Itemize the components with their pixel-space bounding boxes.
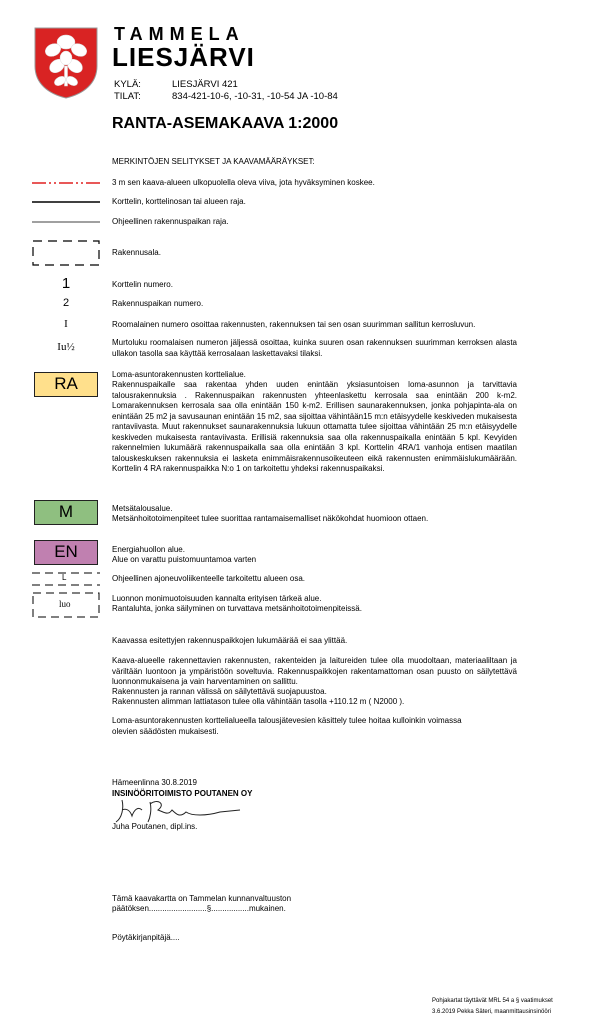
tilat-label: TILAT: [114,91,141,102]
m-zone-title: Metsätalousalue. [112,504,173,513]
roman-numeral-symbol: I [64,318,68,330]
luo-area-text-2: Rantaluhta, jonka säilyminen on turvattava metsänhoitotoimenpiteissä. [112,604,362,613]
plan-title: RANTA-ASEMAKAAVA 1:2000 [112,115,339,132]
legend-block-boundary-text: Korttelin, korttelinosan tai alueen raja. [112,197,246,206]
building-area-symbol [32,240,100,266]
ra-zone-title: Loma-asuntorakennusten korttelialue. [112,370,246,379]
m-zone-symbol: M [34,500,98,525]
signature-signer: Juha Poutanen, dipl.ins. [112,822,198,831]
footer-line-1: Pohjakartat täyttävät MRL 54 a § vaatimukset [432,998,553,1004]
road-area-text: Ohjeellinen ajoneuvoliikenteelle tarkoitettu alueen osa. [112,574,306,583]
ra-zone-text: Rakennuspaikalle saa rakentaa yhden uuden enintään yksiasuntoisen loma-asunnon ja tarvittavia talousrakennuksia . Rakennuspaikan rakennusten yhteenlaskettu kerrosala saa enintään 200 k-m2. Lomarakennuksen kerrosala saa olla enintään 150 k-m2. Erillisen saunarakennuksen, jonka pohjapinta-ala on enintään 25 m2 ja savusaunan enintään 15 m2, saa sijoittaa vähintään15 m:n etäisyydelle keskiveden mukaisesta rantaviivasta. Muut rakennukset saunarakennuksia lukuun ottamatta tulee sijoittaa vähintään 25 m:n etäisyydelle keskiveden mukaisesta rantaviivasta. Erillisiä rakennuksia saa olla rakennuspaikalla enintään 5 kpl. Kevyiden rakennelmien lukumäärä rakennuspaikalla saa olla enintään 3 kpl. Korttelin 4RA/1 vanhoja entisen maatilan talouskeskuksen rakennuksia ei lasketa enimmäisrakennusoikeuteen eikä rakennusten enimmäislukumäärään. Korttelin 4 RA rakennuspaikka N:o 1 on tarkoitettu yhdeksi rakennuspaikaksi. [112,380,517,473]
en-zone-text: Alue on varattu puistomuuntamoa varten [112,555,257,564]
kyla-value: LIESJÄRVI 421 [172,79,238,90]
approval-line-1: Tämä kaavakartta on Tammelan kunnanvaltuuston [112,894,292,903]
legend-plot-number-text: Rakennuspaikan numero. [112,299,204,308]
block-number-symbol: 1 [61,275,71,292]
note-building-appearance: Kaava-alueelle rakennettavien rakennusten, rakenteiden ja laitureiden tulee olla muodoltaan, materiaaliltaan ja väriltään luontoon ja ympäristöön soveltuvia. Rakennuspaikkojen rakentamattoman osan puusto on säilytettävä luonnonmukaisena ja vain harventaminen on sallittu. [112,656,517,686]
legend-building-area-text: Rakennusala. [112,248,161,257]
block-boundary-line-symbol [32,200,100,204]
m-zone-text: Metsänhoitotoimenpiteet tulee suorittaa rantamaisemalliset näkökohdat huomioon ottaen. [112,514,429,523]
minutes-keeper: Pöytäkirjanpitäjä.... [112,933,180,942]
tilat-value: 834-421-10-6, -10-31, -10-54 JA -10-84 [172,91,338,102]
note-floor-level: Rakennusten alimman lattiatason tulee olla vähintään tasolla +110.12 m ( N2000 ). [112,697,405,706]
en-zone-symbol: EN [34,540,98,565]
ra-zone-symbol: RA [34,372,98,397]
luo-area-label: luo [59,599,71,609]
plot-number-symbol: 2 [62,297,70,309]
signature-place-date: Hämeenlinna 30.8.2019 [112,778,197,787]
en-zone-title: Energiahuollon alue. [112,545,185,554]
legend-plot-boundary-text: Ohjeellinen rakennuspaikan raja. [112,217,229,226]
place-name: LIESJÄRVI [112,42,255,72]
kyla-label: KYLÄ: [114,79,141,90]
legend-roman-numeral-text: Roomalainen numero osoittaa rakennusten, rakennuksen tai sen osan suurimman sallitun kerrosluvun. [112,320,476,329]
road-area-letter: L [62,573,67,582]
fraction-symbol: Iu½ [57,341,75,353]
footer-line-2: 3.6.2019 Pekka Säteri, maanmittausinsinööri [432,1009,552,1015]
plan-boundary-line-symbol [32,180,100,186]
signature-company: INSINÖÖRITOIMISTO POUTANEN OY [112,789,253,798]
plot-boundary-line-symbol [32,220,100,224]
legend-heading: MERKINTÖJEN SELITYKSET JA KAAVAMÄÄRÄYKSET: [112,157,315,166]
legend-fraction-text: Murtoluku roomalaisen numeron jäljessä osoittaa, kuinka suuren osan rakennuksen suurimman kerroksen alasta ullakon tasolla saa käyttää kerrosalaan laskettavaksi tilaksi. [112,338,517,358]
approval-line-2: päätöksen..........................§.................mukainen. [112,904,286,913]
tammela-coat-of-arms [33,26,99,100]
note-plot-count: Kaavassa esitettyjen rakennuspaikkojen lukumäärää ei saa ylittää. [112,636,348,645]
luo-area-text-1: Luonnon monimuotoisuuden kannalta erityisen tärkeä alue. [112,594,322,603]
legend-block-number-text: Korttelin numero. [112,280,173,289]
note-shore-trees: Rakennusten ja rannan välissä on säilytettävä suojapuustoa. [112,687,327,696]
note-wastewater: Loma-asuntorakennusten korttelialueella talousjätevesien käsittely tulee hoitaa kulloinkin voimassa olevien säädösten mukaisesti. [112,716,462,736]
legend-boundary-text: 3 m sen kaava-alueen ulkopuolella oleva viiva, jota hyväksyminen koskee. [112,178,375,187]
municipality-name: TAMMELA [114,24,245,44]
